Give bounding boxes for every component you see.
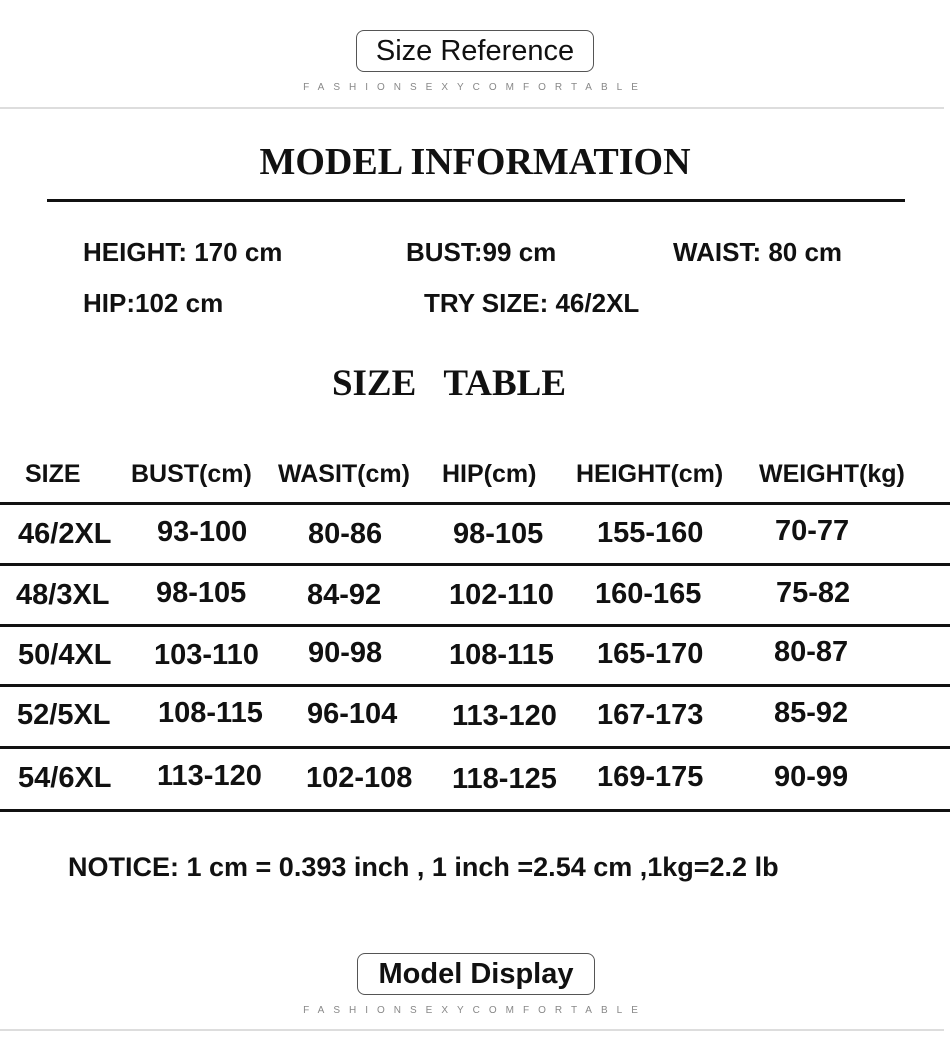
model-waist: WAIST: 80 cm (673, 237, 843, 267)
table-cell-weight: 90-99 (774, 761, 849, 793)
header-bust: BUST(cm) (131, 460, 252, 488)
table-cell-size: 50/4XL (18, 639, 112, 671)
table-cell-hip: 102-110 (449, 579, 554, 611)
top-wave-divider (0, 102, 950, 114)
table-cell-height: 167-173 (597, 699, 704, 731)
table-cell-height: 169-175 (597, 761, 704, 793)
model-information-heading: MODEL INFORMATION (259, 141, 691, 183)
table-cell-hip: 118-125 (452, 763, 557, 795)
table-cell-waist: 96-104 (307, 698, 398, 730)
header-hip: HIP(cm) (442, 460, 537, 488)
table-cell-height: 160-165 (595, 578, 702, 610)
table-cell-weight: 70-77 (775, 515, 850, 547)
table-cell-height: 155-160 (597, 517, 704, 549)
table-cell-height: 165-170 (597, 638, 704, 670)
table-cell-hip: 113-120 (452, 700, 557, 732)
table-cell-bust: 108-115 (158, 697, 263, 729)
table-rule (0, 502, 950, 505)
table-cell-hip: 98-105 (453, 518, 544, 550)
table-cell-bust: 103-110 (154, 639, 259, 671)
table-rule (0, 684, 950, 687)
header-size: SIZE (25, 460, 81, 488)
header-waist: WASIT(cm) (278, 460, 410, 488)
header-height: HEIGHT(cm) (576, 460, 724, 488)
model-height: HEIGHT: 170 cm (83, 237, 283, 267)
table-cell-bust: 98-105 (156, 577, 247, 609)
table-cell-waist: 84-92 (307, 579, 382, 611)
table-cell-weight: 80-87 (774, 636, 849, 668)
size-reference-banner (356, 30, 594, 72)
model-hip: HIP:102 cm (83, 288, 224, 318)
size-table-heading: SIZE TABLE (331, 363, 567, 404)
model-info-underline (47, 199, 905, 202)
model-display-banner (357, 953, 595, 995)
table-rule (0, 746, 950, 749)
table-rule (0, 624, 950, 627)
table-cell-size: 46/2XL (18, 518, 112, 550)
table-cell-size: 52/5XL (17, 699, 111, 731)
table-cell-hip: 108-115 (449, 639, 554, 671)
header-weight: WEIGHT(kg) (759, 460, 905, 488)
table-cell-weight: 75-82 (776, 577, 851, 609)
table-cell-size: 48/3XL (16, 579, 110, 611)
top-tagline: FASHIONSEXYCOMFORTABLE (303, 82, 647, 93)
table-cell-size: 54/6XL (18, 762, 112, 794)
table-rule (0, 809, 950, 812)
bottom-wave-divider (0, 1024, 950, 1036)
table-cell-weight: 85-92 (774, 697, 849, 729)
model-display-title: Model Display (378, 958, 574, 990)
conversion-notice: NOTICE: 1 cm = 0.393 inch , 1 inch =2.54 cm ,1kg=2.2 lb (68, 852, 779, 882)
bottom-tagline: FASHIONSEXYCOMFORTABLE (303, 1005, 647, 1016)
table-cell-bust: 93-100 (157, 516, 248, 548)
table-rule (0, 563, 950, 566)
model-bust: BUST:99 cm (406, 237, 557, 267)
table-cell-waist: 80-86 (308, 518, 383, 550)
table-cell-bust: 113-120 (157, 760, 262, 792)
table-cell-waist: 90-98 (308, 637, 383, 669)
model-try-size: TRY SIZE: 46/2XL (424, 288, 640, 318)
table-cell-waist: 102-108 (306, 762, 413, 794)
size-reference-title: Size Reference (375, 35, 575, 67)
